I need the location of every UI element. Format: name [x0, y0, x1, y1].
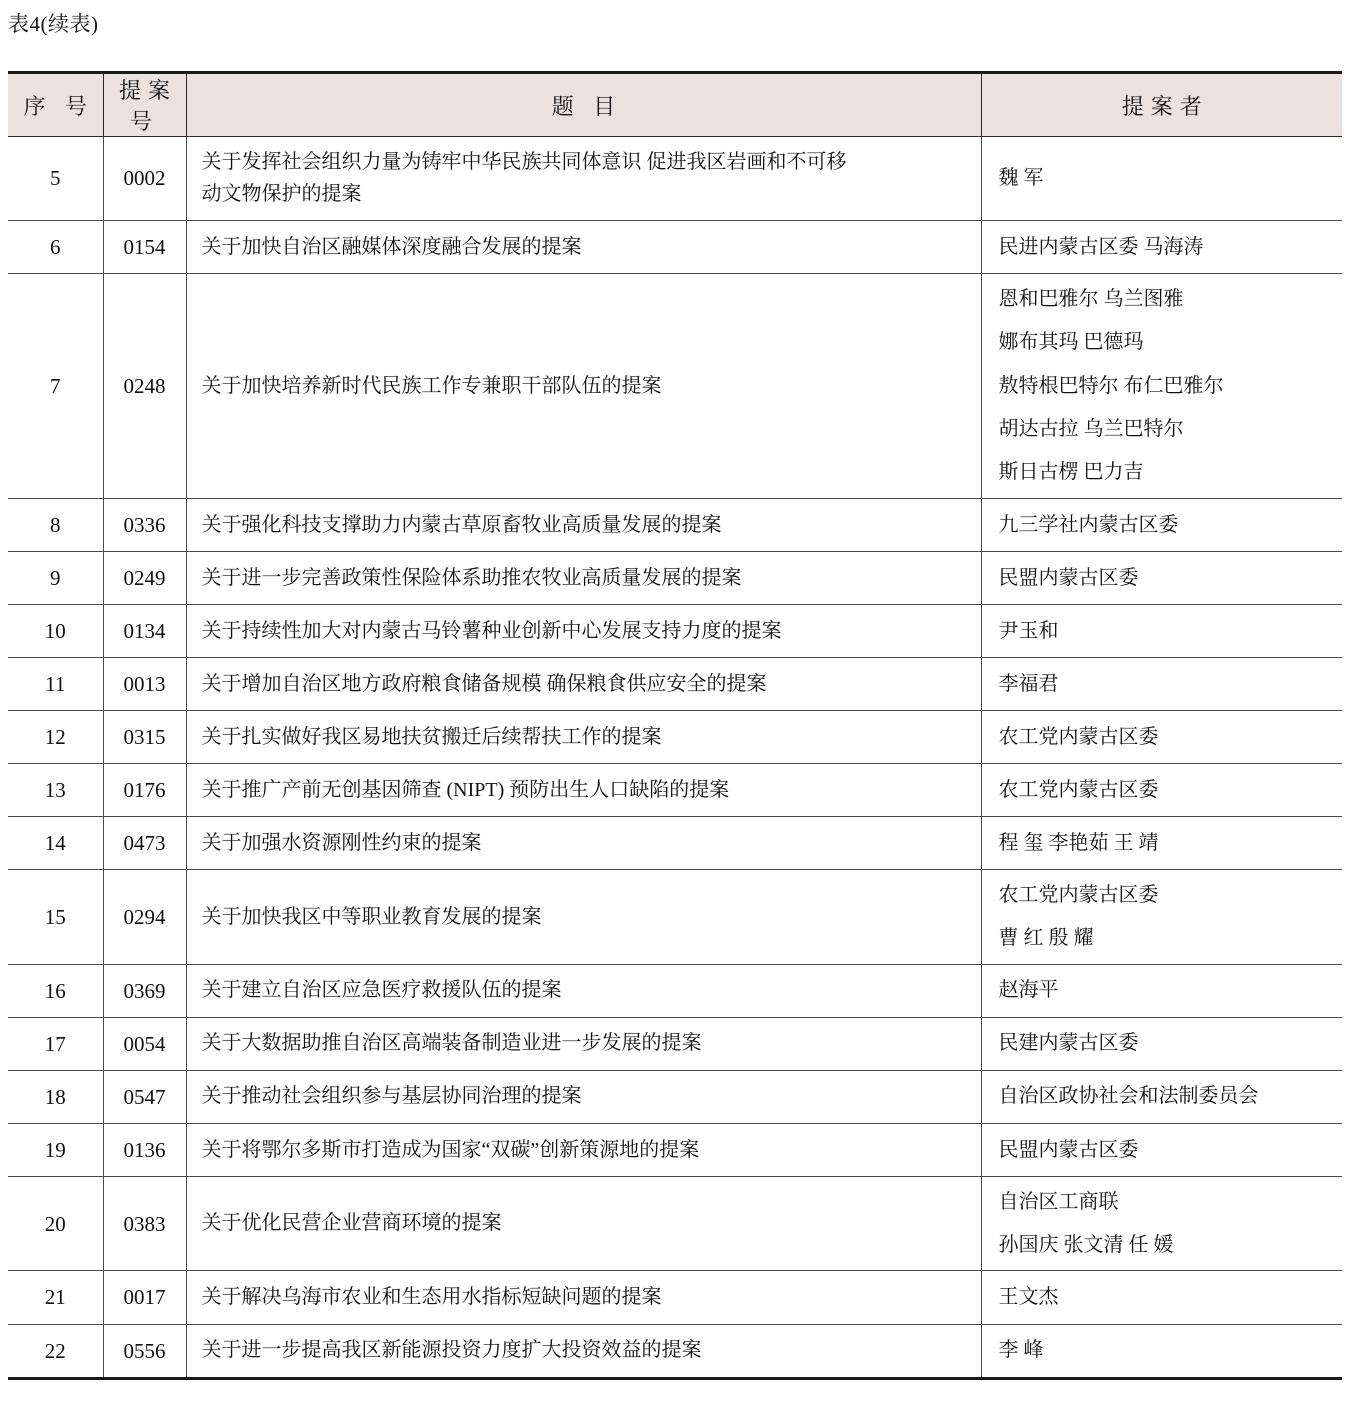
proposal-title-line: 关于优化民营企业营商环境的提案 — [201, 1212, 502, 1235]
cell-proposal-title — [186, 869, 981, 964]
cell-proposal-title — [186, 1176, 981, 1271]
cell-proposer — [981, 763, 1342, 816]
table-header — [8, 73, 1342, 137]
table-row — [8, 1271, 1342, 1324]
cell-sequence-number: 13 — [8, 763, 103, 816]
table-row — [8, 604, 1342, 657]
table-row — [8, 1324, 1342, 1378]
cell-sequence-number: 14 — [8, 816, 103, 869]
cell-proposal-number: 0176 — [103, 763, 186, 816]
proposal-title-line: 关于增加自治区地方政府粮食储备规模 确保粮食供应安全的提案 — [201, 672, 767, 695]
cell-sequence-number: 5 — [8, 137, 103, 221]
cell-proposal-title — [186, 604, 981, 657]
proposal-title-line: 关于扎实做好我区易地扶贫搬迁后续帮扶工作的提案 — [201, 725, 662, 748]
cell-proposer — [981, 137, 1342, 221]
cell-proposal-number: 0294 — [103, 869, 186, 964]
proposer-line: 农工党内蒙古区委 — [998, 883, 1159, 906]
cell-proposal-title — [186, 137, 981, 221]
proposer-line: 农工党内蒙古区委 — [998, 725, 1159, 748]
cell-proposal-number: 0248 — [103, 273, 186, 498]
proposer-line: 民盟内蒙古区委 — [998, 1138, 1139, 1161]
cell-proposer — [981, 498, 1342, 551]
table-row — [8, 657, 1342, 710]
cell-proposal-number: 0369 — [103, 964, 186, 1017]
proposer-line: 尹玉和 — [998, 619, 1059, 642]
cell-sequence-number: 21 — [8, 1271, 103, 1324]
proposer-line: 李 峰 — [998, 1339, 1044, 1362]
cell-proposal-title — [186, 763, 981, 816]
table-row — [8, 551, 1342, 604]
cell-sequence-number: 19 — [8, 1123, 103, 1176]
table-row — [8, 1017, 1342, 1070]
proposer-line: 曹 红 殷 耀 — [998, 927, 1094, 950]
proposal-title-line: 关于加快自治区融媒体深度融合发展的提案 — [201, 235, 582, 258]
cell-proposal-number: 0473 — [103, 816, 186, 869]
proposal-title-line: 关于大数据助推自治区高端装备制造业进一步发展的提案 — [201, 1032, 702, 1055]
proposal-title-line: 关于推动社会组织参与基层协同治理的提案 — [201, 1085, 582, 1108]
cell-proposer — [981, 1176, 1342, 1271]
table-row — [8, 710, 1342, 763]
cell-proposer — [981, 964, 1342, 1017]
cell-sequence-number: 18 — [8, 1070, 103, 1123]
cell-proposer — [981, 1324, 1342, 1378]
table-row — [8, 964, 1342, 1017]
table-row — [8, 220, 1342, 273]
proposer-line: 自治区政协社会和法制委员会 — [998, 1085, 1259, 1108]
cell-proposal-title — [186, 710, 981, 763]
table-row — [8, 1123, 1342, 1176]
table-row — [8, 869, 1342, 964]
cell-proposal-number: 0013 — [103, 657, 186, 710]
cell-proposer — [981, 1123, 1342, 1176]
proposal-title-line: 关于持续性加大对内蒙古马铃薯种业创新中心发展支持力度的提案 — [201, 619, 782, 642]
cell-sequence-number: 10 — [8, 604, 103, 657]
cell-proposal-number: 0315 — [103, 710, 186, 763]
proposer-line: 恩和巴雅尔 乌兰图雅 — [998, 287, 1184, 310]
proposal-title-line: 关于加强水资源刚性约束的提案 — [201, 831, 482, 854]
column-header-seq — [8, 73, 103, 137]
proposer-line: 九三学社内蒙古区委 — [998, 513, 1179, 536]
cell-proposal-number: 0249 — [103, 551, 186, 604]
cell-proposal-title — [186, 551, 981, 604]
proposer-line: 民盟内蒙古区委 — [998, 566, 1139, 589]
proposer-line: 孙国庆 张文清 任 媛 — [998, 1234, 1174, 1257]
cell-sequence-number: 22 — [8, 1324, 103, 1378]
table-caption: 表4(续表) — [8, 12, 99, 36]
cell-proposer — [981, 1017, 1342, 1070]
proposal-title-line: 关于解决乌海市农业和生态用水指标短缺问题的提案 — [201, 1286, 662, 1309]
column-header-title — [186, 73, 981, 137]
proposer-line: 农工党内蒙古区委 — [998, 778, 1159, 801]
cell-proposal-number: 0054 — [103, 1017, 186, 1070]
proposer-line: 娜布其玛 巴德玛 — [998, 331, 1144, 354]
cell-proposer — [981, 816, 1342, 869]
cell-proposal-title — [186, 498, 981, 551]
proposer-line: 程 玺 李艳茹 王 靖 — [998, 831, 1159, 854]
proposal-title-line: 动文物保护的提案 — [201, 183, 362, 206]
cell-proposal-title — [186, 1123, 981, 1176]
proposal-title-line: 关于加快我区中等职业教育发展的提案 — [201, 905, 542, 928]
proposal-title-line: 关于强化科技支撑助力内蒙古草原畜牧业高质量发展的提案 — [201, 513, 722, 536]
column-header-proposer — [981, 73, 1342, 137]
column-header-proposal-number-label: 提案号 — [118, 78, 177, 134]
table-row — [8, 763, 1342, 816]
column-header-seq-label: 序 号 — [23, 93, 94, 119]
proposer-line: 自治区工商联 — [998, 1190, 1119, 1213]
proposer-line: 胡达古拉 乌兰巴特尔 — [998, 417, 1184, 440]
cell-sequence-number: 8 — [8, 498, 103, 551]
column-header-title-label: 题 目 — [551, 93, 623, 119]
cell-sequence-number: 16 — [8, 964, 103, 1017]
proposer-line: 斯日古楞 巴力吉 — [998, 461, 1144, 484]
cell-proposer — [981, 1271, 1342, 1324]
cell-proposal-title — [186, 1070, 981, 1123]
cell-proposer — [981, 710, 1342, 763]
proposer-line: 王文杰 — [998, 1286, 1059, 1309]
table-body — [8, 137, 1342, 1379]
cell-sequence-number: 15 — [8, 869, 103, 964]
cell-proposal-title — [186, 657, 981, 710]
cell-proposal-title — [186, 1017, 981, 1070]
cell-sequence-number: 7 — [8, 273, 103, 498]
cell-proposal-number: 0154 — [103, 220, 186, 273]
cell-proposal-title — [186, 1324, 981, 1378]
proposer-line: 魏 军 — [998, 167, 1044, 190]
table-row — [8, 137, 1342, 221]
cell-proposer — [981, 1070, 1342, 1123]
cell-proposal-number: 0136 — [103, 1123, 186, 1176]
cell-proposal-number: 0383 — [103, 1176, 186, 1271]
table-row — [8, 273, 1342, 498]
cell-proposer — [981, 220, 1342, 273]
header-row — [8, 73, 1342, 137]
cell-proposal-number: 0547 — [103, 1070, 186, 1123]
cell-proposer — [981, 604, 1342, 657]
column-header-proposer-label: 提案者 — [1121, 93, 1209, 119]
proposal-title-line: 关于发挥社会组织力量为铸牢中华民族共同体意识 促进我区岩画和不可移 — [201, 151, 847, 173]
cell-proposal-title — [186, 1271, 981, 1324]
proposal-title-line: 关于进一步完善政策性保险体系助推农牧业高质量发展的提案 — [201, 566, 742, 589]
cell-proposal-title — [186, 816, 981, 869]
proposal-title-line: 关于推广产前无创基因筛查 (NIPT) 预防出生人口缺陷的提案 — [201, 778, 730, 801]
cell-proposer — [981, 869, 1342, 964]
proposal-title-line: 关于将鄂尔多斯市打造成为国家“双碳”创新策源地的提案 — [201, 1138, 700, 1161]
cell-proposer — [981, 551, 1342, 604]
cell-proposal-number: 0336 — [103, 498, 186, 551]
cell-proposal-number: 0556 — [103, 1324, 186, 1378]
cell-proposal-number: 0017 — [103, 1271, 186, 1324]
proposer-line: 李福君 — [998, 672, 1059, 695]
cell-sequence-number: 12 — [8, 710, 103, 763]
cell-sequence-number: 9 — [8, 551, 103, 604]
proposer-line: 敖特根巴特尔 布仁巴雅尔 — [998, 374, 1224, 397]
proposer-line: 民进内蒙古区委 马海涛 — [998, 235, 1204, 258]
proposer-line: 赵海平 — [998, 979, 1059, 1002]
cell-sequence-number: 17 — [8, 1017, 103, 1070]
proposal-title-line: 关于建立自治区应急医疗救援队伍的提案 — [201, 979, 562, 1002]
cell-proposal-title — [186, 964, 981, 1017]
proposal-title-line: 关于加快培养新时代民族工作专兼职干部队伍的提案 — [201, 374, 662, 397]
proposal-table — [8, 71, 1342, 1380]
column-header-proposal-number — [103, 73, 186, 137]
cell-proposal-title — [186, 220, 981, 273]
cell-sequence-number: 6 — [8, 220, 103, 273]
cell-proposal-number: 0002 — [103, 137, 186, 221]
cell-sequence-number: 11 — [8, 657, 103, 710]
cell-proposer — [981, 273, 1342, 498]
cell-sequence-number: 20 — [8, 1176, 103, 1271]
table-row — [8, 1176, 1342, 1271]
proposal-title-line: 关于进一步提高我区新能源投资力度扩大投资效益的提案 — [201, 1339, 702, 1362]
table-row — [8, 1070, 1342, 1123]
table-row — [8, 816, 1342, 869]
cell-proposal-title — [186, 273, 981, 498]
proposer-line: 民建内蒙古区委 — [998, 1032, 1139, 1055]
table-row — [8, 498, 1342, 551]
cell-proposer — [981, 657, 1342, 710]
cell-proposal-number: 0134 — [103, 604, 186, 657]
